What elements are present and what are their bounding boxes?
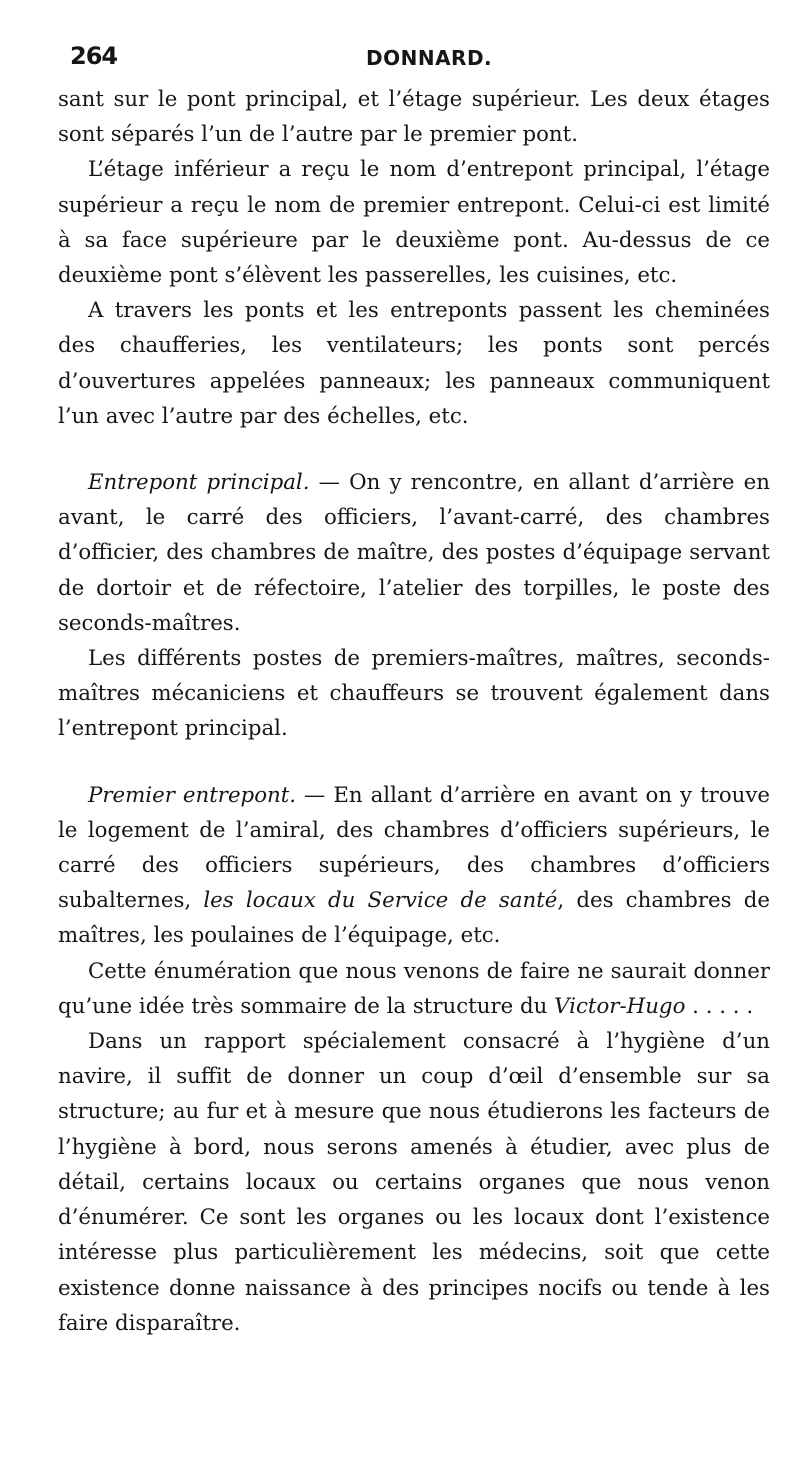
paragraph-text: — On y rencontre, en allant d’arrière en avant, le carré des officiers, l’avant-carré, des chambres d’officier, des chambres de maître, des postes d’équipage servant de dortoir et de réfectoire, l’atelier des torpilles, le poste des seconds-maîtres.: [58, 470, 770, 636]
paragraph-rapport: [58, 1024, 770, 1341]
paragraph-decks: [58, 152, 770, 293]
section-premier-entrepont: [58, 778, 770, 954]
paragraph-text: Dans un rapport spécialement consacré à l’hygiène d’un navire, il suffit de donner un coup d’œil d’ensemble sur sa structure; au fur et à mesure que nous étudierons les facteurs de l’hygiène à bord, nous serons amenés à étudier, avec plus de détail, certains locaux ou certains organes que nous venon d’énumérer. Ce sont les organes ou les locaux dont l’existence intéresse plus particulièrement les médecins, soit que cette existence donne naissance à des principes nocifs ou tende à les faire disparaître.: [58, 1029, 770, 1336]
paragraph-postes: [58, 641, 770, 747]
paragraph-continuation: [58, 82, 770, 152]
section-heading: Premier entrepont.: [88, 782, 297, 808]
page-body: [58, 82, 770, 1341]
page-number: 264: [70, 42, 118, 70]
ship-name: Victor-Hugo: [554, 993, 686, 1019]
ellipsis-text: . . . . .: [685, 993, 754, 1019]
section-heading: Entrepont principal.: [88, 470, 310, 496]
section-gap: [58, 747, 770, 778]
paragraph-text: sant sur le pont principal, et l’étage supérieur. Les deux étages sont séparés l’un de l’autre par le premier pont.: [58, 87, 770, 148]
running-title: DONNARD.: [366, 46, 493, 70]
italic-phrase: les locaux du Service de santé: [203, 888, 558, 914]
paragraph-text: Cette énumération que nous venons de faire ne saurait donner qu’une idée très sommaire de la structure du: [58, 958, 770, 1019]
paragraph-text: Les différents postes de premiers-maîtres, maîtres, seconds-maîtres mécaniciens et chauffeurs se trouvent également dans l’entrepont principal.: [58, 646, 770, 742]
section-entrepont-principal: [58, 465, 770, 641]
page-header: [0, 42, 800, 78]
paragraph-text: — En allant d’arrière en avant on y trouve le logement de l’amiral, des chambres d’officiers supérieurs, le carré des officiers supérieurs, des chambres d’officiers subalternes,: [58, 782, 770, 914]
section-gap: [58, 434, 770, 465]
paragraph-openings: [58, 293, 770, 434]
paragraph-text: , des chambres de maîtres, les poulaines de l’équipage, etc.: [58, 888, 770, 949]
paragraph-enumeration: [58, 954, 770, 1024]
paragraph-text: L’étage inférieur a reçu le nom d’entrepont principal, l’étage supérieur a reçu le nom de premier entrepont. Celui-ci est limité à sa face supérieure par le deuxième pont. Au-dessus de ce deuxième pont s’élèvent les passerelles, les cuisines, etc.: [58, 157, 770, 289]
paragraph-text: A travers les ponts et les entreponts passent les cheminées des chaufferies, les ventilateurs; les ponts sont percés d’ouvertures appelées panneaux; les panneaux communiquent l’un avec l’autre par des échelles, etc.: [58, 298, 770, 429]
